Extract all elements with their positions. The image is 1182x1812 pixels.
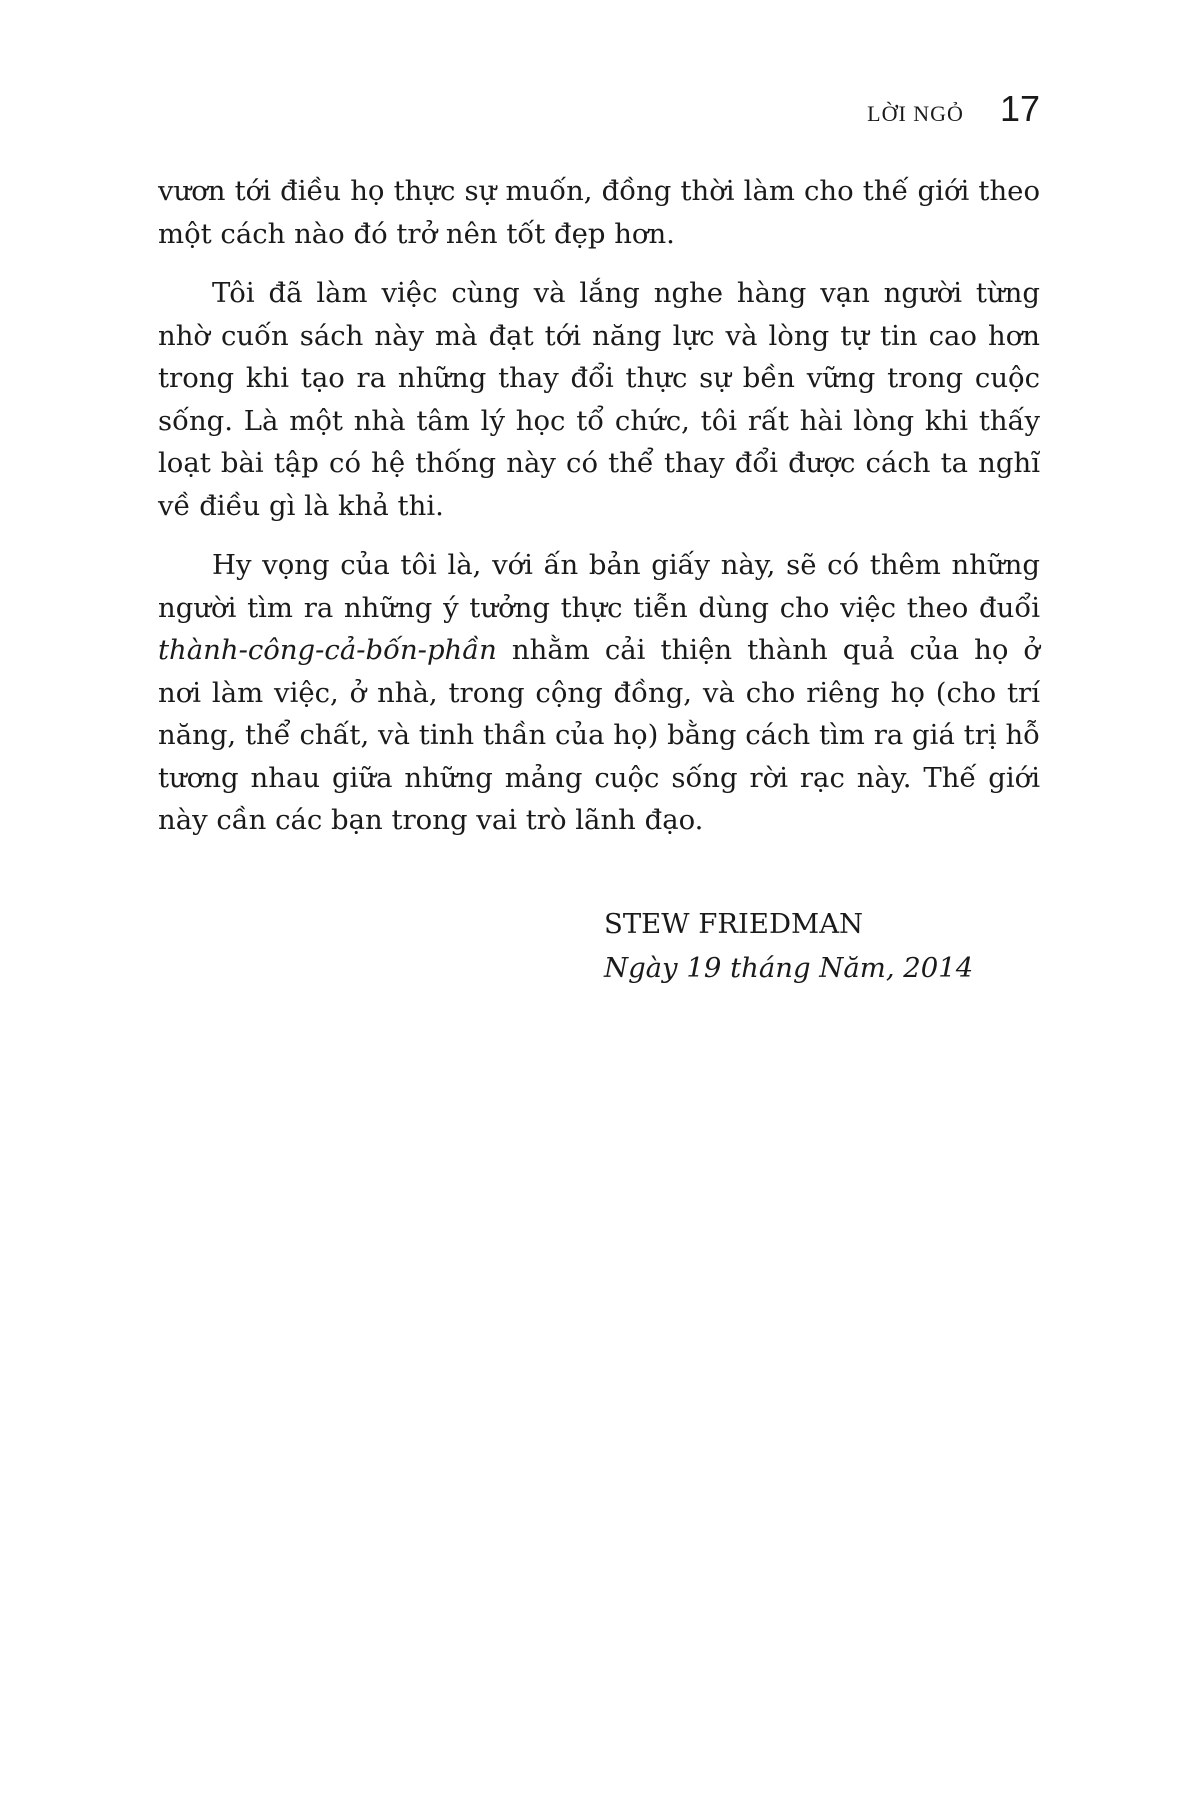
body-text (158, 170, 1040, 859)
italic-term: thành-công-cả-bốn-phần (158, 634, 497, 666)
running-header (867, 88, 1040, 130)
paragraph: Tôi đã làm việc cùng và lắng nghe hàng vạn người từng nhờ cuốn sách này mà đạt tới năng lực và lòng tự tin cao hơn trong khi tạo ra những thay đổi thực sự bền vững trong cuộc sống. Là một nhà tâm lý học tổ chức, tôi rất hài lòng khi thấy loạt bài tập có hệ thống này có thể thay đổi được cách ta nghĩ về điều gì là khả thi. (158, 277, 1040, 522)
paragraph-text: nhằm cải thiện thành quả của họ ở nơi làm việc, ở nhà, trong cộng đồng, và cho riêng họ (cho trí năng, thể chất, và tinh thần của họ) bằng cách tìm ra giá trị hỗ tương nhau giữa những mảng cuộc sống rời rạc này. Thế giới này cần các bạn trong vai trò lãnh đạo. (158, 634, 1040, 836)
paragraph: vươn tới điều họ thực sự muốn, đồng thời làm cho thế giới theo một cách nào đó trở nên tốt đẹp hơn. (158, 175, 1040, 250)
author-name: STEW FRIEDMAN (604, 908, 864, 940)
page-number: 17 (999, 88, 1040, 129)
paragraph-text: Hy vọng của tôi là, với ấn bản giấy này, sẽ có thêm những người tìm ra những ý tưởng thực tiễn dùng cho việc theo đuổi (158, 549, 1040, 624)
signature-date: Ngày 19 tháng Năm, 2014 (604, 952, 974, 984)
paragraph (158, 544, 1040, 842)
signature-block (604, 902, 973, 990)
chapter-title: LỜI NGỎ (867, 101, 964, 126)
